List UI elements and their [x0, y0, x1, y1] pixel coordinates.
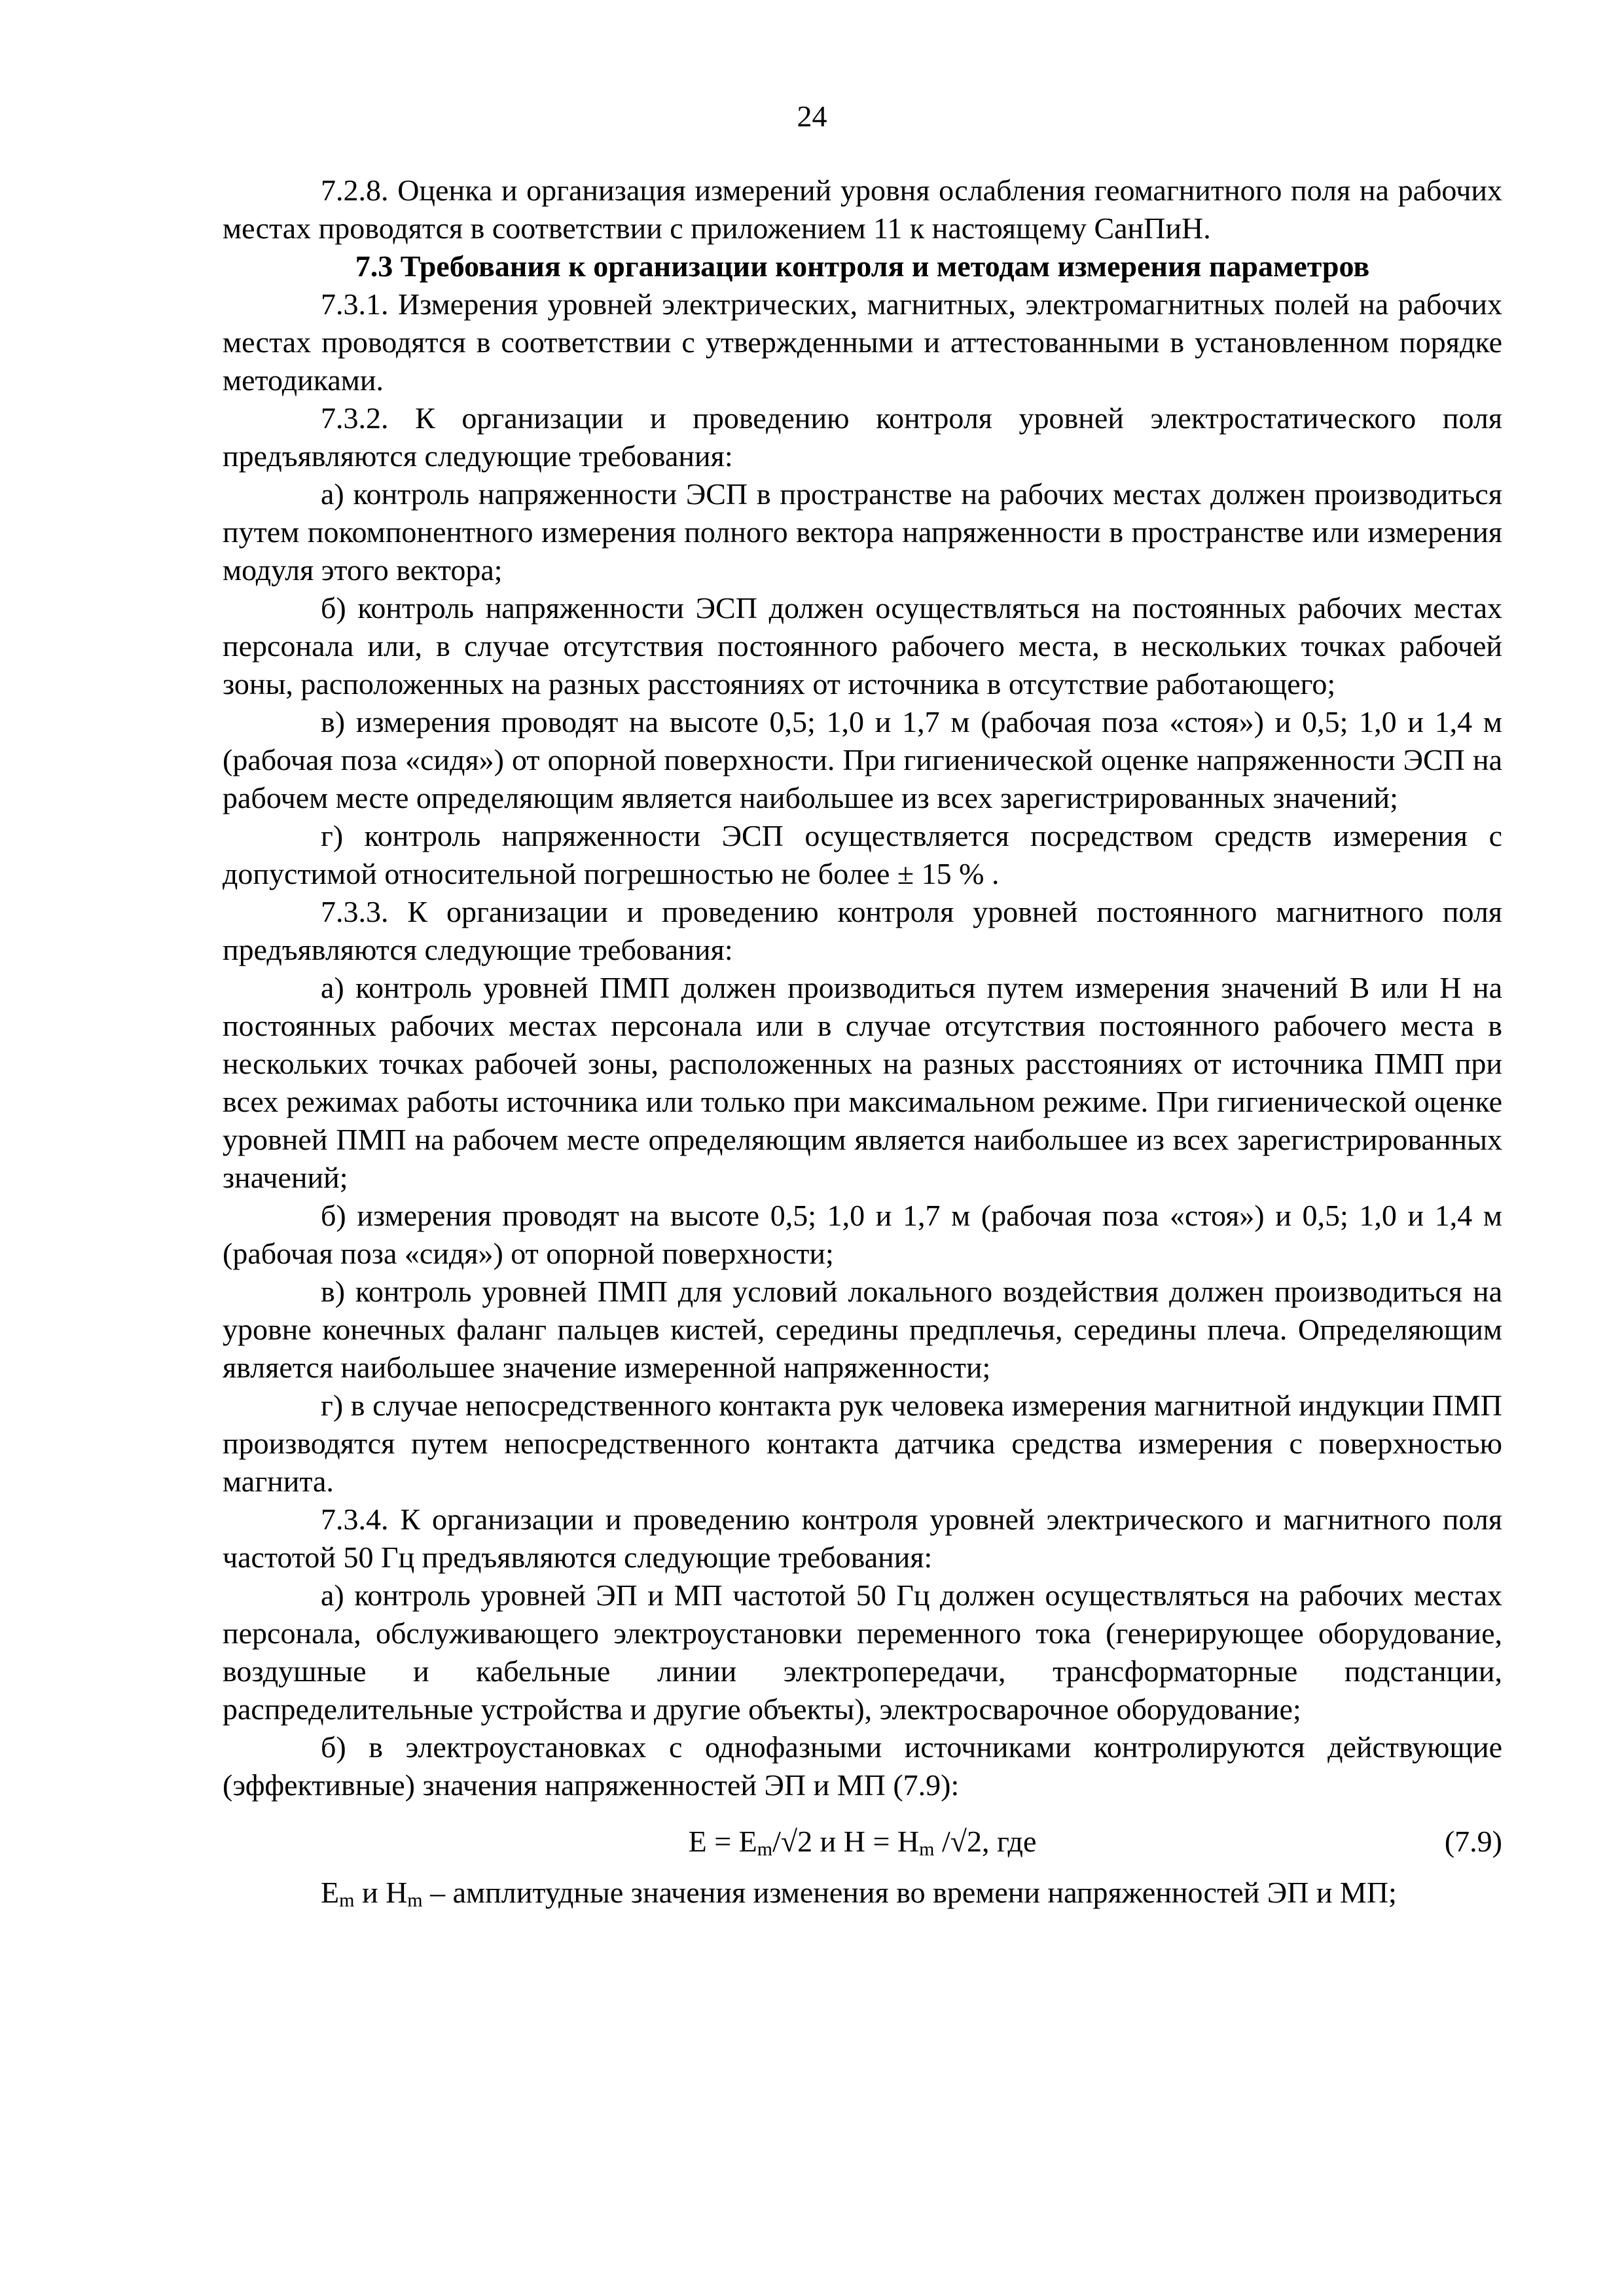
- paragraph: 7.3.1. Измерения уровней электрических, магнитных, электромагнитных полей на рабочих местах проводятся в соответствии с утвержденными и аттестованными в установленном порядке методиками.: [223, 287, 1502, 397]
- formula-expression: [223, 1823, 1502, 1861]
- formula-part: /√2 и Н = Н: [772, 1825, 920, 1858]
- formula-number: (7.9): [1444, 1825, 1502, 1858]
- section-heading: 7.3 Требования к организации контроля и методам измерения параметров: [355, 249, 1370, 283]
- paragraph: 7.3.3. К организации и проведению контроля уровней постоянного магнитного поля предъявляются следующие требования:: [223, 895, 1502, 966]
- page-number: 24: [797, 100, 827, 133]
- document-body: [223, 172, 1502, 1912]
- definition-line: [223, 1874, 1502, 1912]
- formula-subscript: m: [757, 1838, 773, 1860]
- definition-part: – амплитудные значения изменения во времени напряженностей ЭП и МП;: [422, 1876, 1397, 1909]
- definition-subscript: m: [407, 1889, 423, 1911]
- paragraph-7-2-8: 7.2.8. Оценка и организация измерений уровня ослабления геомагнитного поля на рабочих местах проводятся в соответствии с приложением 11 к настоящему СанПиН.: [223, 173, 1502, 245]
- paragraph: а) контроль напряженности ЭСП в пространстве на рабочих местах должен производиться путем покомпонентного измерения полного вектора напряженности в пространстве или измерения модуля этого вектора;: [223, 477, 1502, 587]
- formula-subscript: m: [919, 1838, 935, 1860]
- definition-subscript: m: [339, 1889, 355, 1911]
- paragraph: б) контроль напряженности ЭСП должен осуществляться на постоянных рабочих местах персонала или, в случае отсутствия постоянного рабочего места, в нескольких точках рабочей зоны, расположенных на разных расстояниях от источника в отсутствие работающего;: [223, 591, 1502, 701]
- formula-7-9: [223, 1817, 1502, 1866]
- paragraph: б) в электроустановках с однофазными источниками контролируются действующие (эффективные) значения напряженностей ЭП и МП (7.9):: [223, 1730, 1502, 1802]
- paragraph: в) контроль уровней ПМП для условий локального воздействия должен производиться на уровне конечных фаланг пальцев кистей, середины предплечья, середины плеча. Определяющим является наибольшее значение измеренной напряженности;: [223, 1275, 1502, 1384]
- paragraph: а) контроль уровней ЭП и МП частотой 50 Гц должен осуществляться на рабочих местах персонала, обслуживающего электроустановки переменного тока (генерирующее оборудование, воздушные и кабельные линии электропередачи, трансформаторные подстанции, распределительные устройства и другие объекты), электросварочное оборудование;: [223, 1578, 1502, 1726]
- paragraph: г) в случае непосредственного контакта рук человека измерения магнитной индукции ПМП производятся путем непосредственного контакта датчика средства измерения с поверхностью магнита.: [223, 1389, 1502, 1498]
- paragraph: г) контроль напряженности ЭСП осуществляется посредством средств измерения с допустимой относительной погрешностью не более ± 15 % .: [223, 819, 1502, 890]
- definition-part: E: [321, 1876, 340, 1909]
- paragraph: 7.3.2. К организации и проведению контроля уровней электростатического поля предъявляются следующие требования:: [223, 401, 1502, 473]
- paragraph: в) измерения проводят на высоте 0,5; 1,0 и 1,7 м (рабочая поза «стоя») и 0,5; 1,0 и 1,4 м (рабочая поза «сидя») от опорной поверхности. При гигиенической оценке напряженности ЭСП на рабочем месте определяющим является наибольшее из всех зарегистрированных значений;: [223, 705, 1502, 814]
- formula-part: E = E: [688, 1825, 757, 1858]
- formula-part: /√2, где: [934, 1825, 1037, 1858]
- paragraph: 7.3.4. К организации и проведению контроля уровней электрического и магнитного поля частотой 50 Гц предъявляются следующие требования:: [223, 1503, 1502, 1574]
- definition-part: и H: [354, 1876, 408, 1909]
- paragraph: б) измерения проводят на высоте 0,5; 1,0 и 1,7 м (рабочая поза «стоя») и 0,5; 1,0 и 1,4 м (рабочая поза «сидя») от опорной поверхности;: [223, 1199, 1502, 1270]
- paragraph: а) контроль уровней ПМП должен производиться путем измерения значений В или Н на постоянных рабочих местах персонала или в случае отсутствия постоянного рабочего места в нескольких точках рабочей зоны, расположенных на разных расстояниях от источника ПМП при всех режимах работы источника или только при максимальном режиме. При гигиенической оценке уровней ПМП на рабочем месте определяющим является наибольшее из всех зарегистрированных значений;: [223, 971, 1502, 1194]
